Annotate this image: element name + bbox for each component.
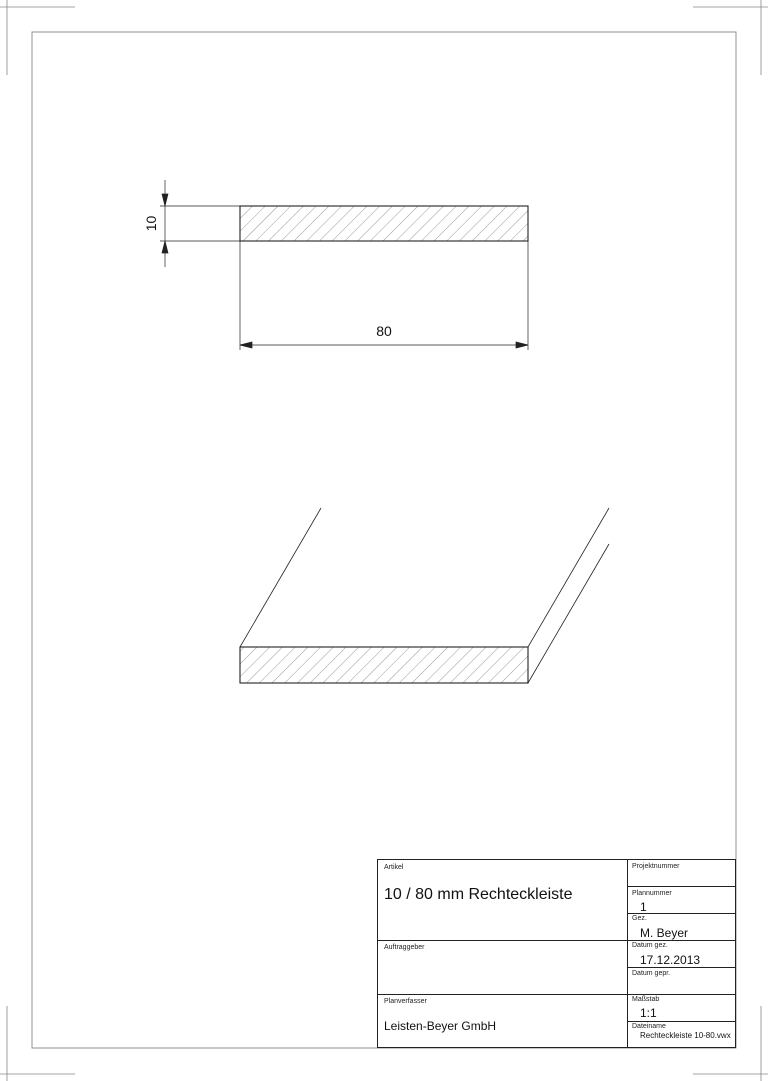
isometric-front-face — [240, 647, 528, 683]
artikel-value: 10 / 80 mm Rechteckleiste — [384, 886, 573, 903]
projektnummer-label: Projektnummer — [632, 863, 680, 870]
title-block-hline — [627, 967, 735, 968]
cross-section-hatched-rect — [240, 206, 528, 241]
datum-gez-label: Datum gez. — [632, 942, 668, 949]
plannummer-label: Plannummer — [632, 890, 672, 897]
height-dimension — [160, 180, 240, 267]
height-dimension-label: 10 — [143, 215, 159, 232]
massstab-label: Maßstab — [632, 996, 660, 1003]
title-block-divider — [627, 860, 628, 1047]
massstab-value: 1:1 — [640, 1006, 657, 1020]
width-dimension-label: 80 — [376, 323, 392, 339]
artikel-label: Artikel — [384, 864, 404, 871]
title-block-hline — [627, 886, 735, 887]
dateiname-value: Rechteckleiste 10-80.vwx — [640, 1031, 731, 1040]
dateiname-label: Dateiname — [632, 1023, 666, 1030]
cross-section-view — [143, 180, 528, 350]
title-block-hline — [627, 994, 735, 995]
planverfasser-value: Leisten-Beyer GmbH — [384, 1019, 497, 1033]
planverfasser-label: Planverfasser — [384, 998, 427, 1005]
datum-gepr-label: Datum gepr. — [632, 970, 671, 977]
plannummer-value: 1 — [640, 900, 647, 914]
isometric-view — [240, 508, 609, 683]
gez-label: Gez. — [632, 915, 647, 922]
title-block-hline — [627, 1021, 735, 1022]
title-block — [377, 859, 736, 1048]
title-block-hline — [378, 994, 627, 995]
title-block-hline — [378, 940, 627, 941]
gez-value: M. Beyer — [640, 926, 689, 940]
datum-gez-value: 17.12.2013 — [640, 953, 701, 967]
title-block-hline — [627, 940, 735, 941]
auftraggeber-label: Auftraggeber — [384, 944, 425, 951]
